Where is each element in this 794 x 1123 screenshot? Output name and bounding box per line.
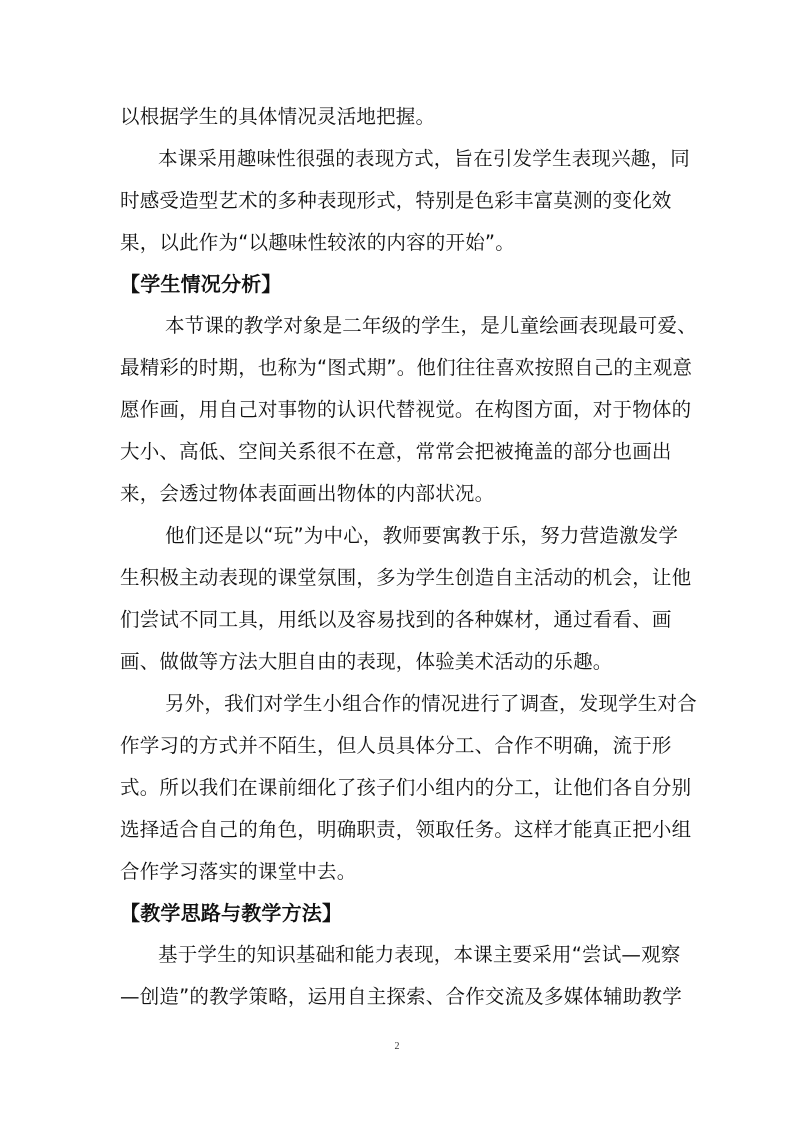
paragraph-line: 基于学生的知识基础和能力表现，本课主要采用“尝试—观察	[158, 943, 681, 966]
paragraph-line: 选择适合自己的角色，明确职责，领取任务。这样才能真正把小组	[120, 818, 692, 841]
paragraph-line: 愿作画，用自己对事物的认识代替视觉。在构图方面，对于物体的	[120, 398, 692, 421]
paragraph-line: 最精彩的时期，也称为“图式期”。他们往往喜欢按照自己的主观意	[120, 356, 693, 379]
paragraph-line: 他们还是以“玩”为中心，教师要寓教于乐，努力营造激发学	[165, 524, 679, 547]
paragraph-line: 果，以此作为“以趣味性较浓的内容的开始”。	[120, 231, 515, 254]
paragraph-line: 作学习的方式并不陌生，但人员具体分工、合作不明确，流于形	[120, 734, 672, 757]
paragraph-line: 生积极主动表现的课堂氛围，多为学生创造自主活动的机会，让他	[120, 566, 692, 589]
paragraph-line: 大小、高低、空间关系很不在意，常常会把被掩盖的部分也画出	[120, 440, 672, 463]
paragraph-line: 另外，我们对学生小组合作的情况进行了调查，发现学生对合	[165, 692, 697, 715]
paragraph-line: 画、做做等方法大胆自由的表现，体验美术活动的乐趣。	[120, 650, 613, 673]
paragraph-line: 以根据学生的具体情况灵活地把握。	[120, 105, 436, 128]
section-heading-student-analysis: 【学生情况分析】	[120, 272, 282, 296]
paragraph-line: 式。所以我们在课前细化了孩子们小组内的分工，让他们各自分别	[120, 776, 692, 799]
section-heading-teaching-approach: 【教学思路与教学方法】	[120, 901, 343, 925]
paragraph-line: 本课采用趣味性很强的表现方式，旨在引发学生表现兴趣，同	[158, 147, 690, 170]
paragraph-line: 本节课的教学对象是二年级的学生，是儿童绘画表现最可爱、	[165, 314, 697, 337]
paragraph-line: 们尝试不同工具，用纸以及容易找到的各种媒材，通过看看、画	[120, 608, 672, 631]
paragraph-line: 时感受造型艺术的多种表现形式，特别是色彩丰富莫测的变化效	[120, 189, 672, 212]
paragraph-line: 合作学习落实的课堂中去。	[120, 860, 357, 883]
paragraph-line: —创造”的教学策略，运用自主探索、合作交流及多媒体辅助教学	[120, 985, 682, 1008]
page-number: 2	[394, 1041, 400, 1052]
paragraph-line: 来，会透过物体表面画出物体的内部状况。	[120, 482, 495, 505]
